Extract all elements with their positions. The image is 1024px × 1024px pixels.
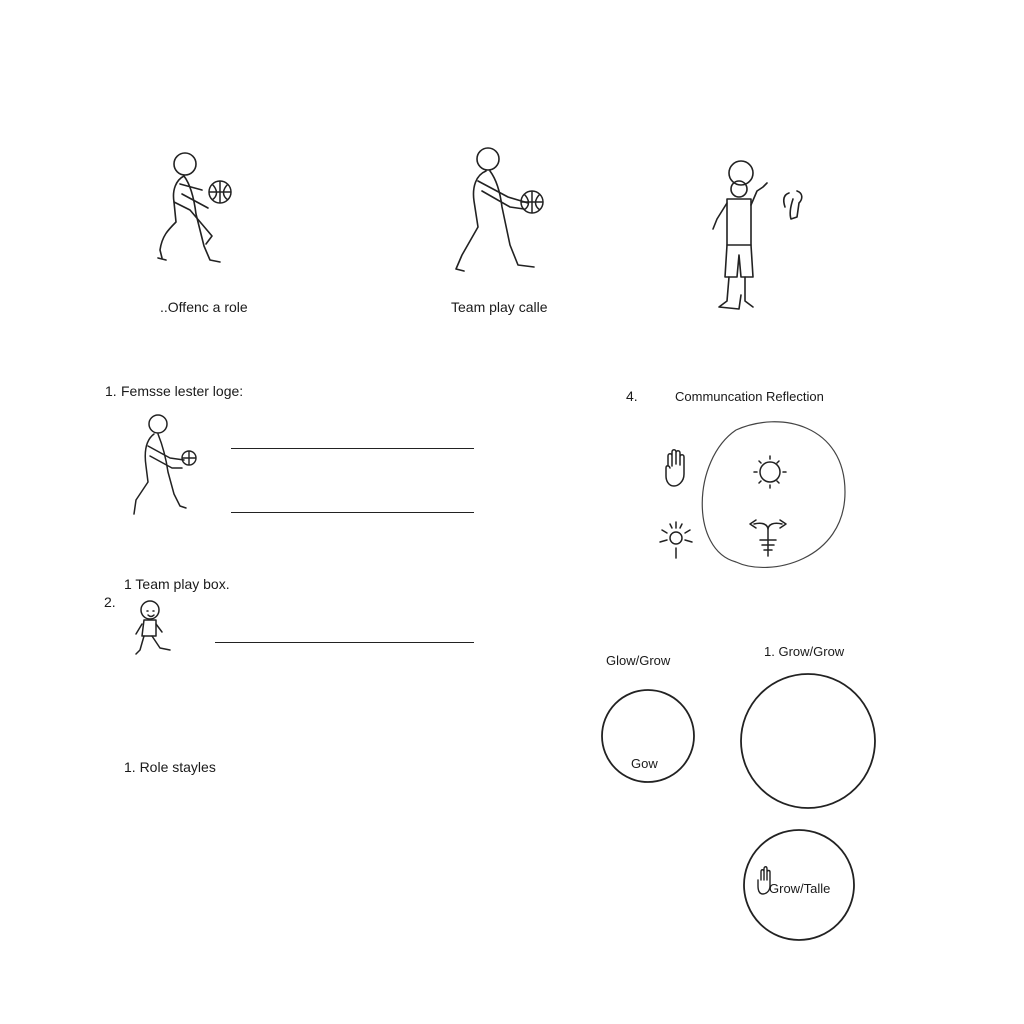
section-2-number: 2. (104, 594, 116, 610)
basketball-icon (209, 181, 231, 203)
passing-player-illustration (128, 410, 204, 520)
raised-hand-icon (662, 448, 690, 488)
standing-player-illustration (705, 155, 815, 315)
grow-grow-label: 1. Grow/Grow (764, 644, 845, 659)
offense-player-illustration (150, 150, 240, 270)
grow-circle-bottom-text: Grow/Talle (769, 881, 831, 896)
answer-line-2[interactable] (231, 512, 474, 513)
answer-line-1[interactable] (231, 448, 474, 449)
section-1-title: Femsse lester loge: (121, 383, 244, 399)
section-4-number: 4. (626, 388, 638, 404)
teamplay-caption: Team play calle (451, 299, 548, 315)
child-walking-illustration (130, 598, 182, 662)
teamplay-player-illustration (448, 145, 548, 275)
sun-icon (748, 452, 792, 492)
ideas-icon (656, 518, 698, 562)
glow-grow-label: Glow/Grow (606, 653, 671, 668)
basketball-icon (521, 191, 543, 213)
section-4-title: Communcation Reflection (675, 389, 824, 404)
section-1-number: 1. (105, 383, 117, 399)
basketball-icon (182, 451, 196, 465)
grow-circle-small-text: Gow (631, 756, 658, 771)
answer-line-3[interactable] (215, 642, 474, 643)
grow-circle-large (739, 672, 877, 810)
role-styles-label: 1. Role stayles (124, 759, 216, 775)
section-2-sublabel: 1 Team play box. (124, 576, 230, 592)
arrows-split-icon (744, 516, 792, 560)
offense-caption: ..Offenc a role (160, 299, 248, 315)
